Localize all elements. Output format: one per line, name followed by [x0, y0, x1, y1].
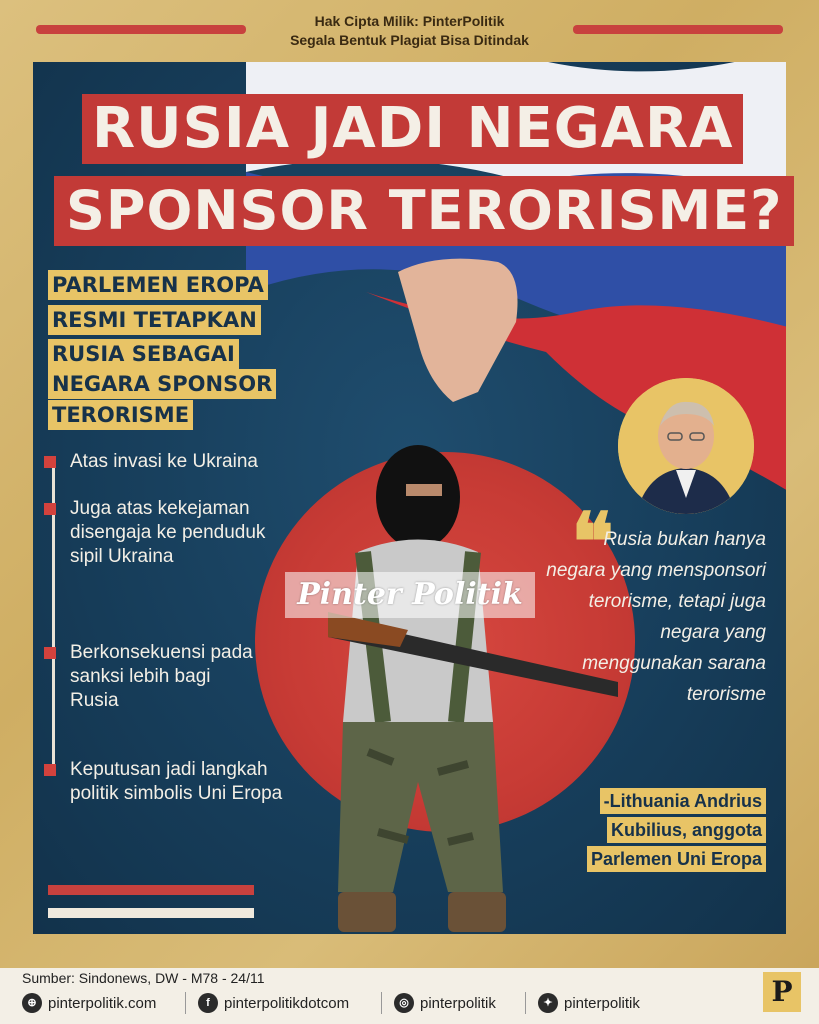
social-facebook[interactable] — [198, 991, 349, 1015]
decorative-bar-white — [48, 908, 254, 918]
globe-icon: ⊕ — [22, 993, 42, 1013]
facebook-icon: f — [198, 993, 218, 1013]
bullet-square-icon — [44, 647, 56, 659]
speaker-portrait — [618, 378, 754, 514]
social-twitter[interactable] — [538, 991, 640, 1015]
quote-attribution-line-1: -Lithuania Andrius — [600, 788, 766, 814]
title-line-1: RUSIA JADI NEGARA — [82, 94, 743, 164]
highlight-line-4: NEGARA SPONSOR — [48, 369, 276, 399]
twitter-icon: ✦ — [538, 993, 558, 1013]
social-instagram-label: pinterpolitik — [420, 994, 496, 1012]
social-website[interactable] — [22, 991, 156, 1015]
bullet-item-3: Berkonsekuensi pada sanksi lebih bagi Rusia — [44, 641, 264, 713]
copyright-line-2: Segala Bentuk Plagiat Bisa Ditindak — [290, 32, 529, 48]
footer-separator — [381, 992, 382, 1014]
quote-mark-icon: ❝ — [571, 495, 615, 589]
speaker-avatar-icon — [618, 378, 754, 514]
bullet-square-icon — [44, 764, 56, 776]
watermark-pinterpolitik: Pinter Politik — [285, 572, 535, 618]
instagram-icon: ◎ — [394, 993, 414, 1013]
quote-attribution-line-2: Kubilius, anggota — [607, 817, 766, 843]
social-twitter-label: pinterpolitik — [564, 994, 640, 1012]
copyright-notice — [0, 12, 819, 50]
bullet-square-icon — [44, 503, 56, 515]
social-instagram[interactable] — [394, 991, 496, 1015]
quote-attribution-line-3: Parlemen Uni Eropa — [587, 846, 766, 872]
highlight-line-3: RUSIA SEBAGAI — [48, 339, 239, 369]
quote-text: Rusia bukan hanya negara yang mensponsori terorisme, tetapi juga negara yang menggunakan sarana terorisme — [546, 529, 766, 705]
footer-separator — [525, 992, 526, 1014]
bullet-item-1: Atas invasi ke Ukraina — [44, 450, 284, 474]
title-line-2: SPONSOR TERORISME? — [54, 176, 794, 246]
source-credit: Sumber: Sindonews, DW - M78 - 24/11 — [22, 970, 265, 986]
social-facebook-label: pinterpolitikdotcom — [224, 994, 350, 1012]
pinterpolitik-logo: P — [763, 972, 801, 1012]
social-website-label: pinterpolitik.com — [48, 994, 157, 1012]
bullet-item-2: Juga atas kekejaman disengaja ke penduduk sipil Ukraina — [44, 497, 274, 569]
copyright-line-1: Hak Cipta Milik: PinterPolitik — [314, 13, 505, 29]
highlight-line-2: RESMI TETAPKAN — [48, 305, 261, 335]
highlight-line-5: TERORISME — [48, 400, 193, 430]
bullet-square-icon — [44, 456, 56, 468]
highlight-line-1: PARLEMEN EROPA — [48, 270, 268, 300]
decorative-bar-red — [48, 885, 254, 895]
bullet-item-4: Keputusan jadi langkah politik simbolis Uni Eropa — [44, 758, 284, 806]
footer-separator — [185, 992, 186, 1014]
